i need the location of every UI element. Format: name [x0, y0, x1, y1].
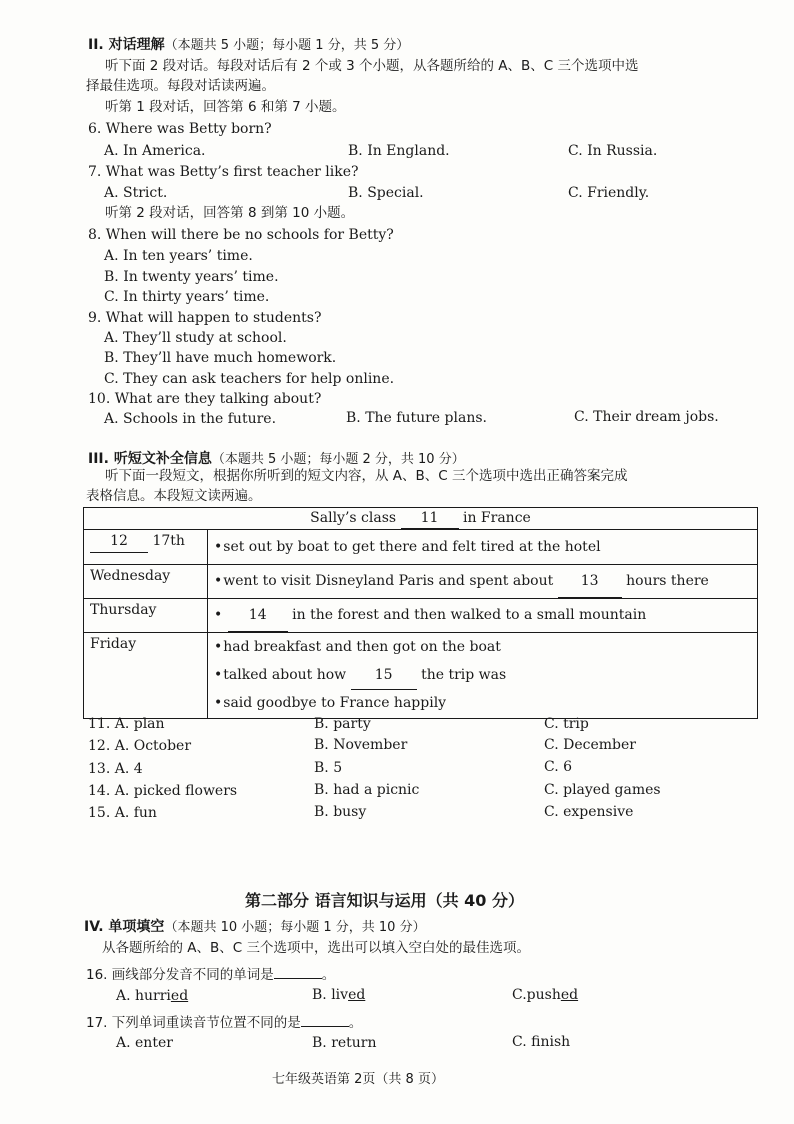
q9-option-a: A. They’ll study at school. — [104, 330, 287, 346]
section-ii-heading — [88, 38, 409, 52]
row-3-post: in the forest and then walked to a small mountain — [292, 607, 647, 623]
table-title-post: in France — [462, 510, 531, 526]
q10-option-c: C. Their dream jobs. — [574, 409, 719, 425]
q11-option-a: 11. A. plan — [88, 716, 165, 732]
dialog-1-instruction: 听第 1 段对话，回答第 6 和第 7 小题。 — [105, 99, 346, 115]
table-row — [84, 530, 758, 565]
q17-option-a: A. enter — [116, 1035, 173, 1051]
section-ii-instruction-2: 择最佳选项。每段对话读两遍。 — [86, 78, 275, 94]
section-iii-instruction-1: 听下面一段短文，根据你所听到的短文内容，从 A、B、C 三个选项中选出正确答案完成 — [105, 468, 628, 484]
table-title-pre: Sally’s class — [310, 510, 397, 526]
q16-a-text: A. hurri — [116, 988, 171, 1004]
dialog-2-instruction: 听第 2 段对话，回答第 8 到第 10 小题。 — [105, 205, 355, 221]
q10-stem: 10. What are they talking about? — [88, 391, 322, 407]
info-table — [83, 507, 758, 719]
blank-14: 14 — [228, 599, 288, 632]
table-row — [84, 565, 758, 599]
section-ii-title: II. 对话理解 — [88, 37, 165, 53]
table-row — [84, 599, 758, 633]
q10-option-b: B. The future plans. — [346, 410, 487, 426]
q9-option-c: C. They can ask teachers for help online. — [104, 371, 395, 387]
row-4-line-1 — [214, 633, 751, 661]
q16-option-c — [512, 988, 578, 1002]
section-iv-heading — [84, 920, 426, 934]
q17-stem-text: 17. 下列单词重读音节位置不同的是 — [86, 1015, 301, 1031]
row-2-post: hours there — [626, 573, 709, 589]
q16-blank — [274, 964, 322, 979]
q16-option-a — [116, 989, 188, 1003]
blank-11: 11 — [401, 508, 459, 529]
q13-option-c: C. 6 — [544, 759, 573, 775]
q16-option-b — [312, 988, 365, 1002]
section-iii-title: III. 听短文补全信息 — [88, 451, 212, 467]
blank-15: 15 — [351, 661, 417, 690]
row-4-line-2 — [214, 661, 751, 689]
section-iii-note: （本题共 5 小题；每小题 2 分，共 10 分） — [211, 452, 465, 467]
q15-option-a: 15. A. fun — [88, 805, 157, 821]
row-4-text-3: • said goodbye to France happily — [214, 695, 446, 711]
q10-option-a: A. Schools in the future. — [104, 411, 277, 427]
q11-option-b: B. party — [314, 716, 371, 732]
section-ii-note: （本题共 5 小题；每小题 1 分，共 5 分） — [164, 38, 410, 53]
row-2-day: Wednesday — [84, 565, 208, 599]
q16-c-text: C.push — [512, 987, 561, 1003]
q17-option-b: B. return — [312, 1035, 377, 1051]
blank-12: 12 — [90, 530, 148, 553]
row-4-post: the trip was — [421, 667, 507, 683]
q17-stem — [86, 1012, 362, 1031]
table-title-cell — [84, 508, 758, 530]
q17-stem-end: 。 — [348, 1015, 363, 1031]
q7-option-b: B. Special. — [348, 185, 424, 201]
table-title-row — [84, 508, 758, 530]
q16-b-text: B. liv — [312, 987, 349, 1003]
row-2-pre: • went to visit Disneyland Paris and spent about — [214, 573, 553, 589]
q17-blank — [301, 1012, 349, 1027]
row-3-bullet — [214, 607, 223, 623]
q12-option-c: C. December — [544, 737, 636, 753]
row-4-line-3 — [214, 689, 751, 717]
q14-option-a: 14. A. picked flowers — [88, 783, 238, 799]
q14-option-b: B. had a picnic — [314, 782, 420, 798]
q16-b-underlined: ed — [348, 987, 366, 1003]
q15-option-c: C. expensive — [544, 804, 634, 820]
row-1-activity — [208, 530, 758, 565]
q7-option-c: C. Friendly. — [568, 185, 650, 201]
row-3-day: Thursday — [84, 599, 208, 633]
q6-option-b: B. In England. — [348, 143, 450, 159]
section-iv-title: IV. 单项填空 — [84, 919, 165, 935]
page-footer: 七年级英语第 2页（共 8 页） — [272, 1072, 444, 1087]
section-ii-instruction-1: 听下面 2 段对话。每段对话后有 2 个或 3 个小题，从各题所给的 A、B、C 三个选项中选 — [105, 58, 639, 74]
q16-a-underlined: ed — [170, 988, 189, 1004]
row-4-text-1: • had breakfast and then got on the boat — [214, 639, 501, 655]
q17-option-c: C. finish — [512, 1034, 571, 1050]
section-iv-instruction: 从各题所给的 A、B、C 三个选项中，选出可以填入空白处的最佳选项。 — [102, 940, 531, 956]
row-4-pre: • talked about how — [214, 667, 346, 683]
row-1-text: • set out by boat to get there and felt tired at the hotel — [214, 539, 601, 555]
q12-option-b: B. November — [314, 737, 408, 753]
section-iii-instruction-2: 表格信息。本段短文读两遍。 — [86, 488, 262, 504]
blank-13: 13 — [558, 565, 622, 598]
q16-stem-text: 16. 画线部分发音不同的单词是 — [86, 967, 274, 983]
q13-option-b: B. 5 — [314, 760, 343, 776]
q14-option-c: C. played games — [544, 782, 661, 798]
q6-option-c: C. In Russia. — [568, 143, 658, 159]
q6-option-a: A. In America. — [104, 143, 206, 159]
q6-stem: 6. Where was Betty born? — [88, 121, 272, 137]
q16-stem — [86, 964, 335, 983]
q8-stem: 8. When will there be no schools for Betty? — [88, 227, 394, 243]
row-4-day: Friday — [84, 633, 208, 719]
section-iii-heading — [88, 452, 465, 466]
q16-c-underlined: ed — [560, 987, 579, 1003]
q9-option-b: B. They’ll have much homework. — [104, 350, 337, 366]
table-row — [84, 633, 758, 719]
q16-stem-end: 。 — [321, 967, 336, 983]
q8-option-c: C. In thirty years’ time. — [104, 289, 270, 305]
row-1-date: 17th — [152, 533, 185, 549]
q11-option-c: C. trip — [544, 716, 589, 732]
row-4-activity — [208, 633, 758, 719]
row-1-day — [84, 530, 208, 565]
q13-option-a: 13. A. 4 — [88, 761, 143, 777]
q8-option-b: B. In twenty years’ time. — [104, 269, 279, 285]
row-3-activity — [208, 599, 758, 633]
q8-option-a: A. In ten years’ time. — [104, 248, 253, 264]
q12-option-a: 12. A. October — [88, 738, 192, 754]
q9-stem: 9. What will happen to students? — [88, 310, 322, 326]
part-2-title: 第二部分 语言知识与运用（共 40 分） — [245, 891, 524, 910]
q15-option-b: B. busy — [314, 804, 367, 820]
section-iv-note: （本题共 10 小题；每小题 1 分，共 10 分） — [164, 920, 426, 935]
row-2-activity — [208, 565, 758, 599]
q7-stem: 7. What was Betty’s first teacher like? — [88, 164, 359, 180]
q7-option-a: A. Strict. — [104, 185, 168, 201]
